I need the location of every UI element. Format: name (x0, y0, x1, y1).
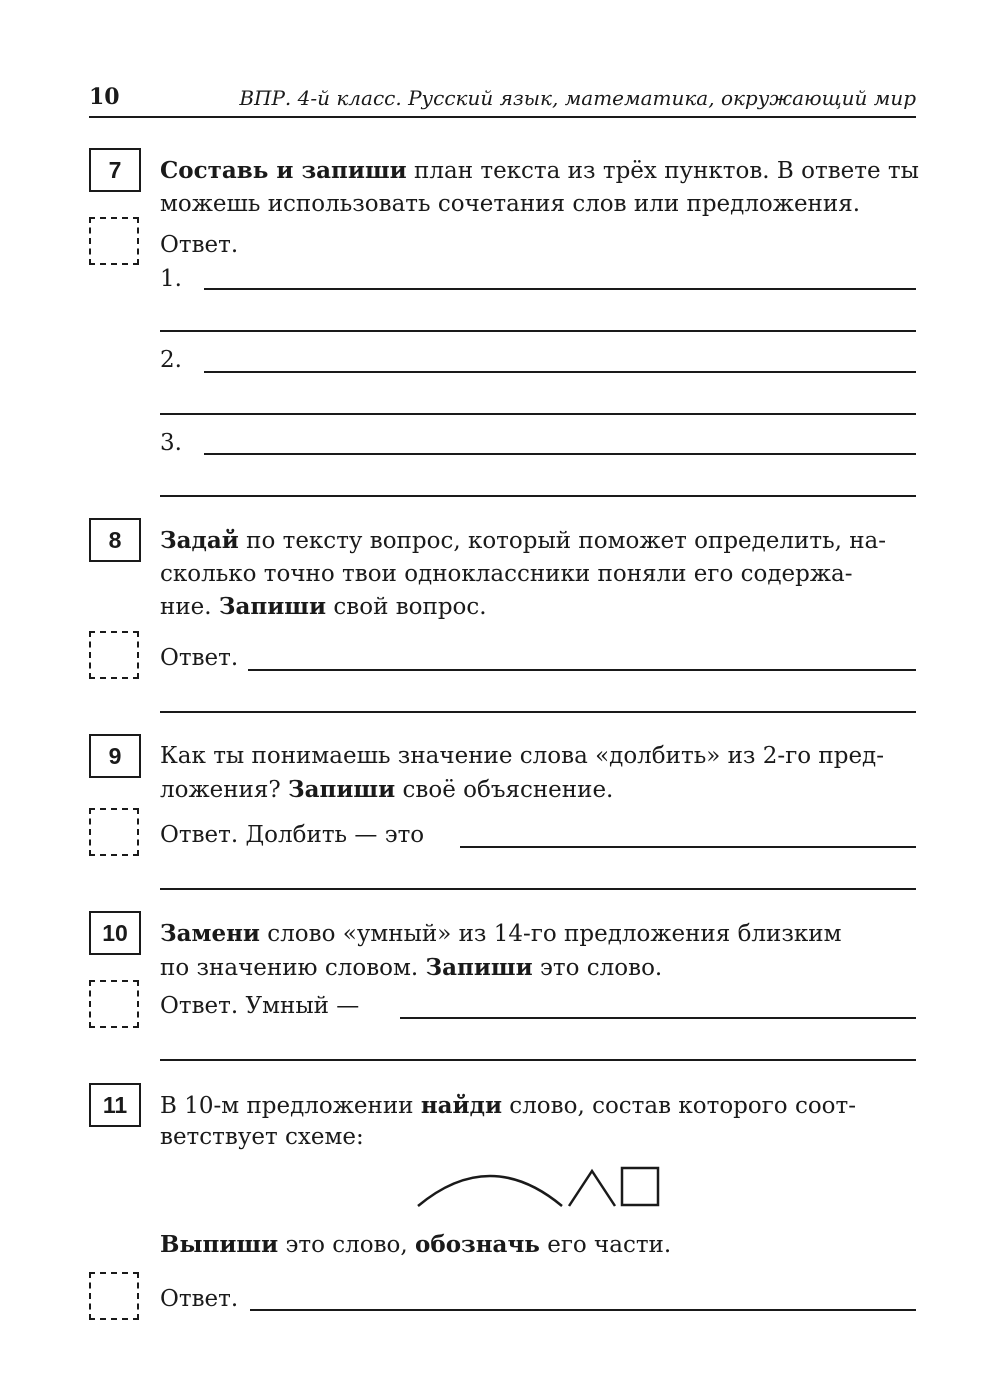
page-number: 10 (89, 84, 120, 110)
task-7-line-2: можешь использовать сочетания слов или предложения. (160, 191, 861, 217)
task-8-line-1: Задай по тексту вопрос, который поможет определить, на- (160, 527, 887, 554)
task-8-answer-label: Ответ. (160, 645, 239, 671)
task-11-score-box[interactable] (89, 1272, 139, 1320)
task-7-score-box[interactable] (89, 217, 139, 265)
task-9-verb: Запиши (288, 776, 396, 803)
task-8-score-box[interactable] (89, 631, 139, 679)
task-7-answer-line-3[interactable] (204, 371, 916, 373)
task-7-number: 7 (89, 148, 141, 192)
task-7-line-1: Составь и запиши план текста из трёх пунктов. В ответе ты (160, 157, 919, 184)
task-10-score-box[interactable] (89, 980, 139, 1028)
task-8-verb: Задай (160, 527, 239, 554)
word-structure-scheme (412, 1160, 668, 1212)
task-10-answer-line-2[interactable] (160, 1059, 916, 1061)
task-7-item-3: 3. (160, 430, 182, 456)
task-7-answer-line-4[interactable] (160, 413, 916, 415)
task-10-number: 10 (89, 911, 141, 955)
ending-box-icon (622, 1168, 658, 1205)
task-11-line-2: ветствует схеме: (160, 1124, 364, 1150)
task-11-line-1: В 10-м предложении найди слово, состав которого соот- (160, 1092, 857, 1119)
suffix-caret-icon (569, 1171, 615, 1206)
task-11-number: 11 (89, 1083, 141, 1127)
task-10-answer-label: Ответ. Умный — (160, 993, 360, 1019)
task-11-verb: найди (420, 1092, 502, 1119)
running-title: ВПР. 4-й класс. Русский язык, математика, окружающий мир (239, 86, 916, 110)
task-11-line-3: Выпиши это слово, обозначь его части. (160, 1231, 672, 1258)
task-7-answer-line-1[interactable] (204, 288, 916, 290)
task-11-answer-label: Ответ. (160, 1286, 239, 1312)
task-7-item-1: 1. (160, 266, 182, 292)
task-9-answer-label: Ответ. Долбить — это (160, 822, 425, 848)
task-7-answer-line-5[interactable] (204, 453, 916, 455)
task-9-answer-line-2[interactable] (160, 888, 916, 890)
task-9-line-1: Как ты понимаешь значение слова «долбить» из 2-го пред- (160, 743, 884, 769)
task-10-verb-2: Запиши (425, 954, 533, 981)
task-7-answer-label: Ответ. (160, 232, 239, 258)
task-7-answer-line-6[interactable] (160, 495, 916, 497)
task-10-verb: Замени (160, 920, 260, 947)
header-rule (89, 116, 916, 118)
root-arc-icon (418, 1176, 562, 1206)
task-8-answer-line-1[interactable] (248, 669, 916, 671)
task-9-answer-line-1[interactable] (460, 846, 916, 848)
task-8-number: 8 (89, 518, 141, 562)
task-7-answer-line-2[interactable] (160, 330, 916, 332)
task-9-score-box[interactable] (89, 808, 139, 856)
task-11-verb-3: обозначь (415, 1231, 540, 1258)
task-10-answer-line-1[interactable] (400, 1017, 916, 1019)
task-8-line-3: ние. Запиши свой вопрос. (160, 593, 487, 620)
task-8-line-2: сколько точно твои одноклассники поняли его содержа- (160, 561, 853, 587)
task-8-verb-2: Запиши (218, 593, 327, 620)
task-10-line-1: Замени слово «умный» из 14-го предложения близким (160, 920, 842, 947)
task-9-number: 9 (89, 734, 141, 778)
task-7-verb: Составь и запиши (160, 157, 407, 184)
task-10-line-2: по значению словом. Запиши это слово. (160, 954, 663, 981)
task-9-line-2: ложения? Запиши своё объяснение. (160, 776, 614, 803)
task-11-verb-2: Выпиши (160, 1231, 279, 1258)
task-11-answer-line-1[interactable] (250, 1309, 916, 1311)
task-8-answer-line-2[interactable] (160, 711, 916, 713)
task-7-item-2: 2. (160, 347, 182, 373)
